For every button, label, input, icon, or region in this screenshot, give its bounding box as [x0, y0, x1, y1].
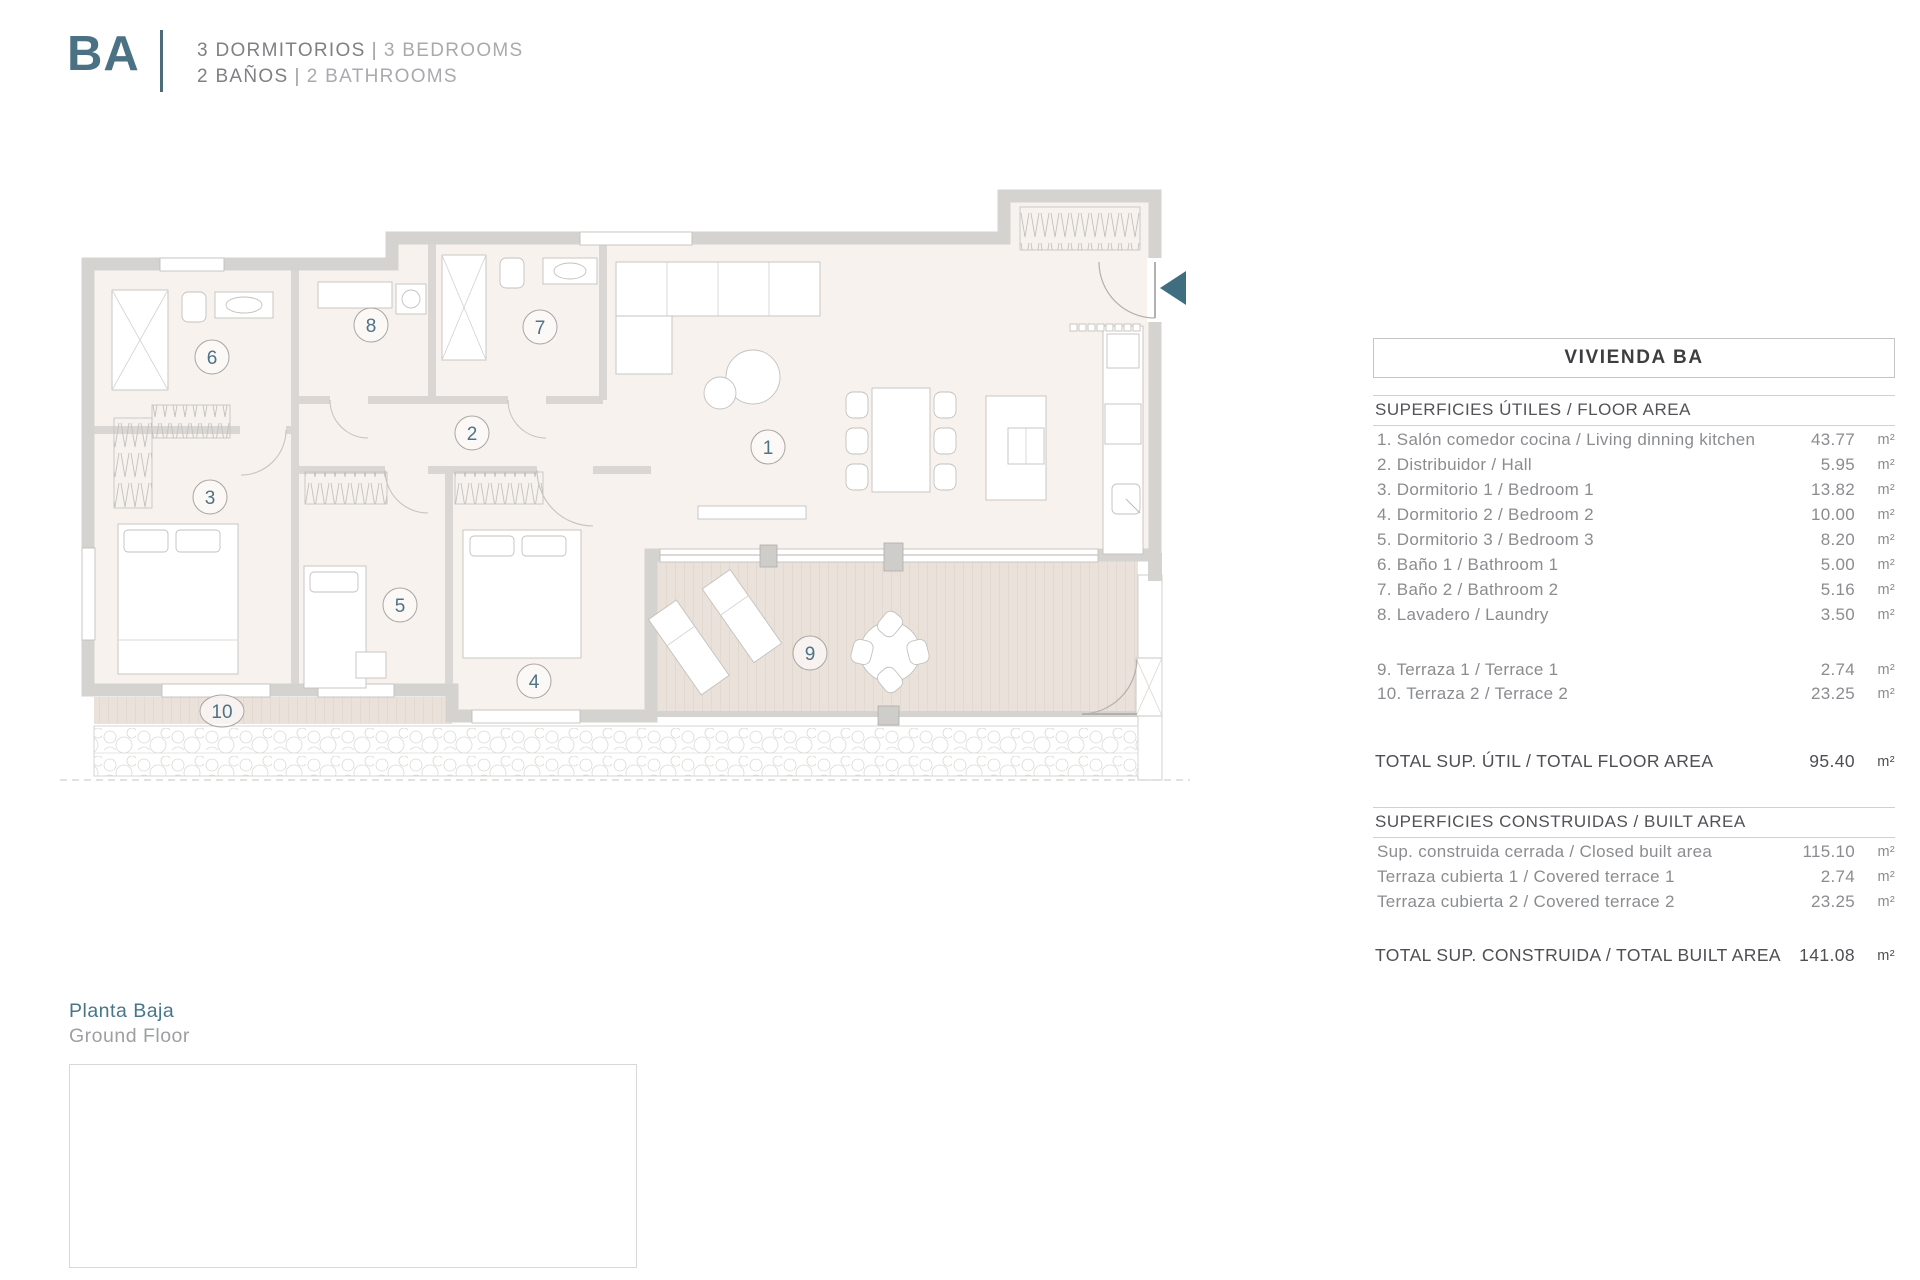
row-value: 3.50	[1820, 604, 1855, 624]
floor-area-rows	[1373, 426, 1895, 707]
room-badge-9	[793, 636, 827, 670]
row-label: 10. Terraza 2 / Terrace 2	[1377, 684, 1569, 704]
row-value: 13.82	[1810, 480, 1855, 500]
table-row	[1373, 840, 1895, 865]
room-label-9: 9	[804, 644, 816, 665]
room-label-1: 1	[762, 438, 774, 459]
room-label-2: 2	[466, 424, 478, 445]
built-area-rows	[1373, 838, 1895, 915]
floor-area-section-title: SUPERFICIES ÚTILES / FLOOR AREA	[1375, 400, 1691, 419]
terrace-1-deck	[94, 697, 452, 724]
row-value: 5.00	[1820, 554, 1855, 574]
row-value: 23.25	[1810, 684, 1855, 704]
total-value: 95.40	[1809, 751, 1855, 772]
row-unit: m²	[1877, 894, 1895, 911]
row-label: 7. Baño 2 / Bathroom 2	[1377, 579, 1559, 599]
separator: |	[371, 40, 378, 61]
separator: |	[294, 66, 301, 87]
row-unit: m²	[1877, 581, 1895, 598]
row-label: 1. Salón comedor cocina / Living dinning kitchen	[1377, 430, 1756, 450]
area-table	[1373, 338, 1895, 971]
room-badge-2	[455, 416, 489, 450]
row-label: Terraza cubierta 2 / Covered terrace 2	[1377, 892, 1675, 912]
room-badge-6	[195, 340, 229, 374]
room-label-6: 6	[206, 348, 218, 369]
total-label: TOTAL SUP. CONSTRUIDA / TOTAL BUILT AREA	[1375, 945, 1781, 966]
room-badge-10	[200, 695, 244, 727]
row-unit: m²	[1877, 686, 1895, 703]
room-label-5: 5	[394, 596, 406, 617]
room-badge-1	[751, 430, 785, 464]
row-value: 2.74	[1820, 659, 1855, 679]
bathrooms-line	[197, 66, 458, 88]
table-row	[1373, 428, 1895, 453]
row-value: 43.77	[1810, 430, 1855, 450]
logo-divider	[160, 30, 163, 92]
room-label-8: 8	[365, 316, 377, 337]
row-unit: m²	[1877, 844, 1895, 861]
bathrooms-en: 2 BATHROOMS	[306, 66, 458, 87]
row-unit: m²	[1877, 661, 1895, 678]
room-badge-4	[517, 664, 551, 698]
row-unit: m²	[1877, 432, 1895, 449]
floor-name-en: Ground Floor	[69, 1025, 190, 1047]
row-value: 10.00	[1810, 505, 1855, 525]
row-unit: m²	[1877, 507, 1895, 524]
table-row	[1373, 602, 1895, 627]
unit-title: VIVIENDA BA	[1373, 338, 1895, 378]
room-label-3: 3	[204, 488, 216, 509]
table-row	[1373, 552, 1895, 577]
table-row	[1373, 682, 1895, 707]
row-label: 5. Dormitorio 3 / Bedroom 3	[1377, 530, 1594, 549]
row-value: 5.16	[1820, 579, 1855, 599]
bedrooms-line	[197, 40, 524, 62]
floor-name-es: Planta Baja	[69, 1000, 175, 1022]
bathrooms-es: 2 BAÑOS	[197, 66, 289, 87]
bedrooms-es: 3 DORMITORIOS	[197, 40, 366, 61]
row-label: 9. Terraza 1 / Terrace 1	[1377, 659, 1559, 679]
total-floor-area	[1373, 747, 1895, 777]
row-value: 8.20	[1820, 530, 1855, 549]
total-unit: m²	[1877, 947, 1895, 964]
room-badge-7	[523, 310, 557, 344]
row-label: 4. Dormitorio 2 / Bedroom 2	[1377, 505, 1594, 525]
row-value: 5.95	[1820, 455, 1855, 475]
row-label: 6. Baño 1 / Bathroom 1	[1377, 554, 1559, 574]
room-badge-5	[383, 588, 417, 622]
table-row	[1373, 865, 1895, 890]
table-row	[1373, 577, 1895, 602]
project-logo: BA	[67, 27, 140, 81]
room-label-7: 7	[534, 318, 546, 339]
row-unit: m²	[1877, 457, 1895, 474]
total-built-area	[1373, 941, 1895, 971]
row-unit: m²	[1877, 869, 1895, 886]
row-unit: m²	[1877, 532, 1895, 548]
built-area-section-title: SUPERFICIES CONSTRUIDAS / BUILT AREA	[1375, 811, 1746, 831]
row-unit: m²	[1877, 606, 1895, 623]
row-value: 23.25	[1810, 892, 1855, 912]
keyplan-box	[69, 1064, 637, 1268]
room-badge-8	[354, 308, 388, 342]
row-label: Terraza cubierta 1 / Covered terrace 1	[1377, 867, 1675, 887]
row-label: 8. Lavadero / Laundry	[1377, 604, 1549, 624]
table-row	[1373, 890, 1895, 915]
room-label-4: 4	[528, 672, 540, 693]
table-row	[1373, 528, 1895, 553]
total-label: TOTAL SUP. ÚTIL / TOTAL FLOOR AREA	[1375, 751, 1714, 772]
row-label: Sup. construida cerrada / Closed built area	[1377, 842, 1713, 862]
table-row	[1373, 478, 1895, 503]
row-label: 3. Dormitorio 1 / Bedroom 1	[1377, 480, 1594, 500]
total-unit: m²	[1877, 753, 1895, 770]
row-label: 2. Distribuidor / Hall	[1377, 455, 1532, 475]
row-unit: m²	[1877, 482, 1895, 499]
room-label-10: 10	[211, 702, 233, 723]
table-row	[1373, 503, 1895, 528]
total-value: 141.08	[1799, 945, 1855, 966]
row-value: 115.10	[1802, 842, 1855, 862]
table-row	[1373, 657, 1895, 682]
room-badge-3	[193, 480, 227, 514]
table-row	[1373, 453, 1895, 478]
row-value: 2.74	[1820, 867, 1855, 887]
row-unit: m²	[1877, 556, 1895, 573]
bedrooms-en: 3 BEDROOMS	[383, 40, 524, 61]
